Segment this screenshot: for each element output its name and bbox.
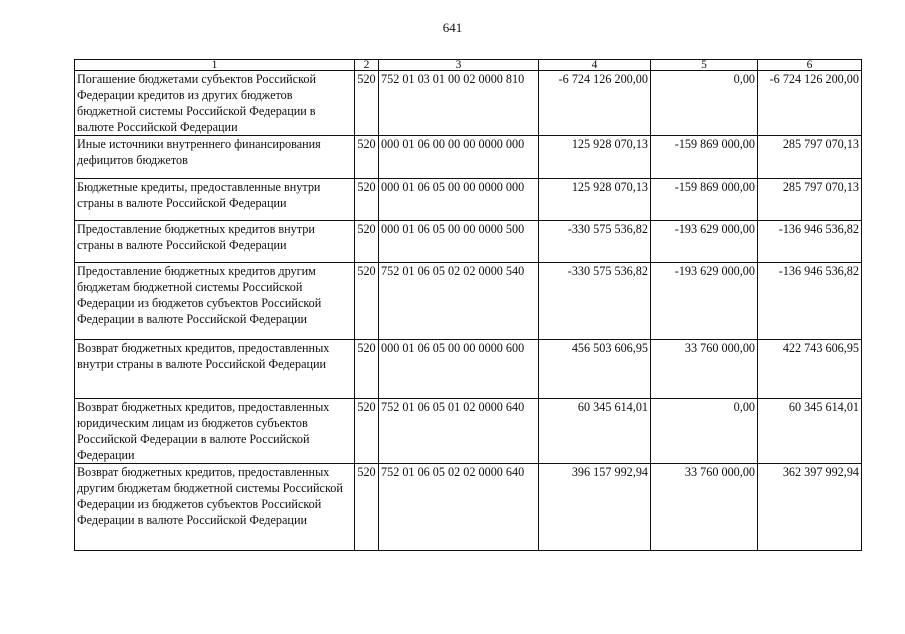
column-header-4: 4 [539,60,651,71]
row-name: Предоставление бюджетных кредитов другим бюджетам бюджетной системы Российской Федерации из бюджетов субъектов Российской Федерации в валюте Российской Федерации [75,263,355,340]
table-row [75,340,862,399]
row-admin-code: 520 [355,136,379,179]
table-row [75,221,862,263]
row-name: Погашение бюджетами субъектов Российской Федерации кредитов из других бюджетов бюджетной системы Российской Федерации в валюте Российской Федерации [75,71,355,136]
table-row [75,399,862,464]
row-classification-code: 752 01 06 05 02 02 0000 540 [379,263,539,340]
row-value-col5: -159 869 000,00 [651,179,758,221]
row-classification-code: 752 01 06 05 02 02 0000 640 [379,464,539,551]
row-classification-code: 000 01 06 05 00 00 0000 500 [379,221,539,263]
table-row [75,464,862,551]
row-classification-code: 000 01 06 05 00 00 0000 600 [379,340,539,399]
row-value-col5: 33 760 000,00 [651,464,758,551]
column-header-5: 5 [651,60,758,71]
row-name: Иные источники внутреннего финансирования дефицитов бюджетов [75,136,355,179]
row-classification-code: 752 01 06 05 01 02 0000 640 [379,399,539,464]
row-value-col6: 285 797 070,13 [758,179,862,221]
row-value-col5: -193 629 000,00 [651,221,758,263]
table-row [75,263,862,340]
row-name: Предоставление бюджетных кредитов внутри страны в валюте Российской Федерации [75,221,355,263]
row-value-col4: 396 157 992,94 [539,464,651,551]
row-admin-code: 520 [355,179,379,221]
row-value-col6: 60 345 614,01 [758,399,862,464]
column-header-3: 3 [379,60,539,71]
row-value-col4: -330 575 536,82 [539,263,651,340]
page-number: 641 [442,20,463,35]
row-value-col6: -136 946 536,82 [758,263,862,340]
table-row [75,179,862,221]
row-value-col6: 362 397 992,94 [758,464,862,551]
column-header-2: 2 [355,60,379,71]
table-row [75,71,862,136]
row-value-col6: 422 743 606,95 [758,340,862,399]
row-value-col5: -159 869 000,00 [651,136,758,179]
row-value-col6: -136 946 536,82 [758,221,862,263]
row-admin-code: 520 [355,464,379,551]
row-name: Возврат бюджетных кредитов, предоставленных юридическим лицам из бюджетов субъектов Российской Федерации в валюте Российской Федерации [75,399,355,464]
row-admin-code: 520 [355,221,379,263]
row-value-col5: 0,00 [651,71,758,136]
row-value-col6: -6 724 126 200,00 [758,71,862,136]
row-value-col4: 60 345 614,01 [539,399,651,464]
row-admin-code: 520 [355,263,379,340]
row-value-col4: 125 928 070,13 [539,179,651,221]
row-name: Возврат бюджетных кредитов, предоставленных внутри страны в валюте Российской Федерации [75,340,355,399]
row-value-col6: 285 797 070,13 [758,136,862,179]
row-classification-code: 752 01 03 01 00 02 0000 810 [379,71,539,136]
row-classification-code: 000 01 06 00 00 00 0000 000 [379,136,539,179]
row-classification-code: 000 01 06 05 00 00 0000 000 [379,179,539,221]
table-row [75,136,862,179]
row-admin-code: 520 [355,399,379,464]
column-header-1: 1 [75,60,355,71]
row-value-col4: -330 575 536,82 [539,221,651,263]
row-name: Возврат бюджетных кредитов, предоставленных другим бюджетам бюджетной системы Российской Федерации из бюджетов субъектов Российской Федерации в валюте Российской Федерации [75,464,355,551]
header-row [75,60,862,71]
column-header-6: 6 [758,60,862,71]
budget-sources-table [74,59,862,551]
row-value-col4: 456 503 606,95 [539,340,651,399]
row-value-col5: -193 629 000,00 [651,263,758,340]
row-value-col4: 125 928 070,13 [539,136,651,179]
row-admin-code: 520 [355,71,379,136]
row-value-col5: 0,00 [651,399,758,464]
row-name: Бюджетные кредиты, предоставленные внутри страны в валюте Российской Федерации [75,179,355,221]
row-value-col5: 33 760 000,00 [651,340,758,399]
row-admin-code: 520 [355,340,379,399]
row-value-col4: -6 724 126 200,00 [539,71,651,136]
